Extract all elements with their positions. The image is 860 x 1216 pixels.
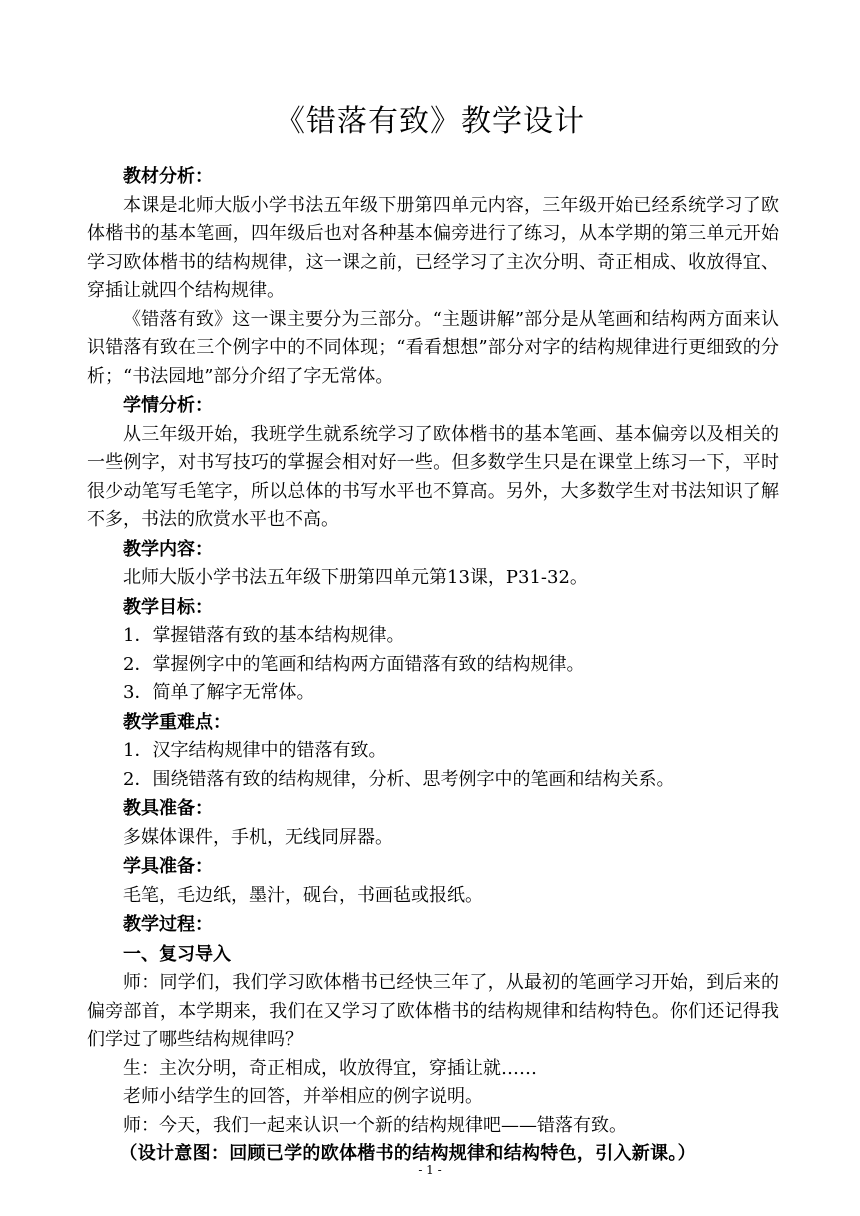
goal-item: 1．掌握错落有致的基本结构规律。 [123,625,405,646]
key-points-heading: 教学重难点： [123,711,231,733]
design-intent-note: （设计意图：回顾已学的欧体楷书的结构规律和结构特色，引入新课。） [119,1143,696,1164]
content-paragraph: 北师大版小学书法五年级下册第四单元第13课，P31-32。 [123,567,588,588]
review-paragraph-2: 生：主次分明，奇正相成，收放得宜，穿插让就…… [123,1057,537,1079]
review-paragraph-4: 师：今天，我们一起来认识一个新的结构规律吧——错落有致。 [123,1114,627,1136]
process-heading: 教学过程： [123,914,213,935]
review-heading: 一、复习导入 [123,943,231,965]
key-point-item: 1．汉字结构规律中的错落有致。 [123,740,387,761]
teacher-tools-heading: 教具准备： [123,798,213,819]
goal-item: 2．掌握例字中的笔画和结构两方面错落有致的结构规律。 [123,653,585,675]
goals-heading: 教学目标： [123,596,213,618]
teacher-tools-paragraph: 多媒体课件，手机，无线同屏器。 [123,826,393,848]
review-paragraph-1: 师：同学们，我们学习欧体楷书已经快三年了，从最初的笔画学习开始，到后来的偏旁部首，本学期来，我们在又学习了欧体楷书的结构规律和结构特色。你们还记得我们学过了哪些结构规律吗？ [87,972,779,1050]
students-paragraph: 从三年级开始，我班学生就系统学习了欧体楷书的基本笔画、基本偏旁以及相关的一些例字，对书写技巧的掌握会相对好一些。但多数学生只是在课堂上练习一下，平时很少动笔写毛笔字，所以总体的书写水平也不算高。另外，大多数学生对书法知识了解不多，书法的欣赏水平也不高。 [87,423,779,530]
material-heading: 教材分析： [123,166,213,187]
page-title: 《错落有致》教学设计 [275,104,585,139]
material-paragraph-2: 《错落有致》这一课主要分为三部分。“主题讲解”部分是从笔画和结构两方面来认识错落有致在三个例字中的不同体现；“看看想想”部分对字的结构规律进行更细致的分析；“书法园地”部分介绍了字无常体。 [87,308,779,387]
students-heading: 学情分析： [123,395,213,416]
goal-item: 3．简单了解字无常体。 [123,682,315,703]
student-tools-paragraph: 毛笔，毛边纸，墨汁，砚台，书画毡或报纸。 [123,884,483,906]
document-body [87,162,779,1169]
review-paragraph-3: 老师小结学生的回答，并举相应的例字说明。 [123,1086,483,1107]
material-paragraph-1: 本课是北师大版小学书法五年级下册第四单元内容，三年级开始已经系统学习了欧体楷书的基本笔画，四年级后也对各种基本偏旁进行了练习，从本学期的第三单元开始学习欧体楷书的结构规律，这一课之前，已经学习了主次分明、奇正相成、收放得宜、穿插让就四个结构规律。 [87,194,779,301]
page-number: - 1 - [418,1163,442,1177]
student-tools-heading: 学具准备： [123,856,213,877]
key-point-item: 2．围绕错落有致的结构规律，分析、思考例字中的笔画和结构关系。 [123,768,675,790]
content-heading: 教学内容： [123,538,213,560]
